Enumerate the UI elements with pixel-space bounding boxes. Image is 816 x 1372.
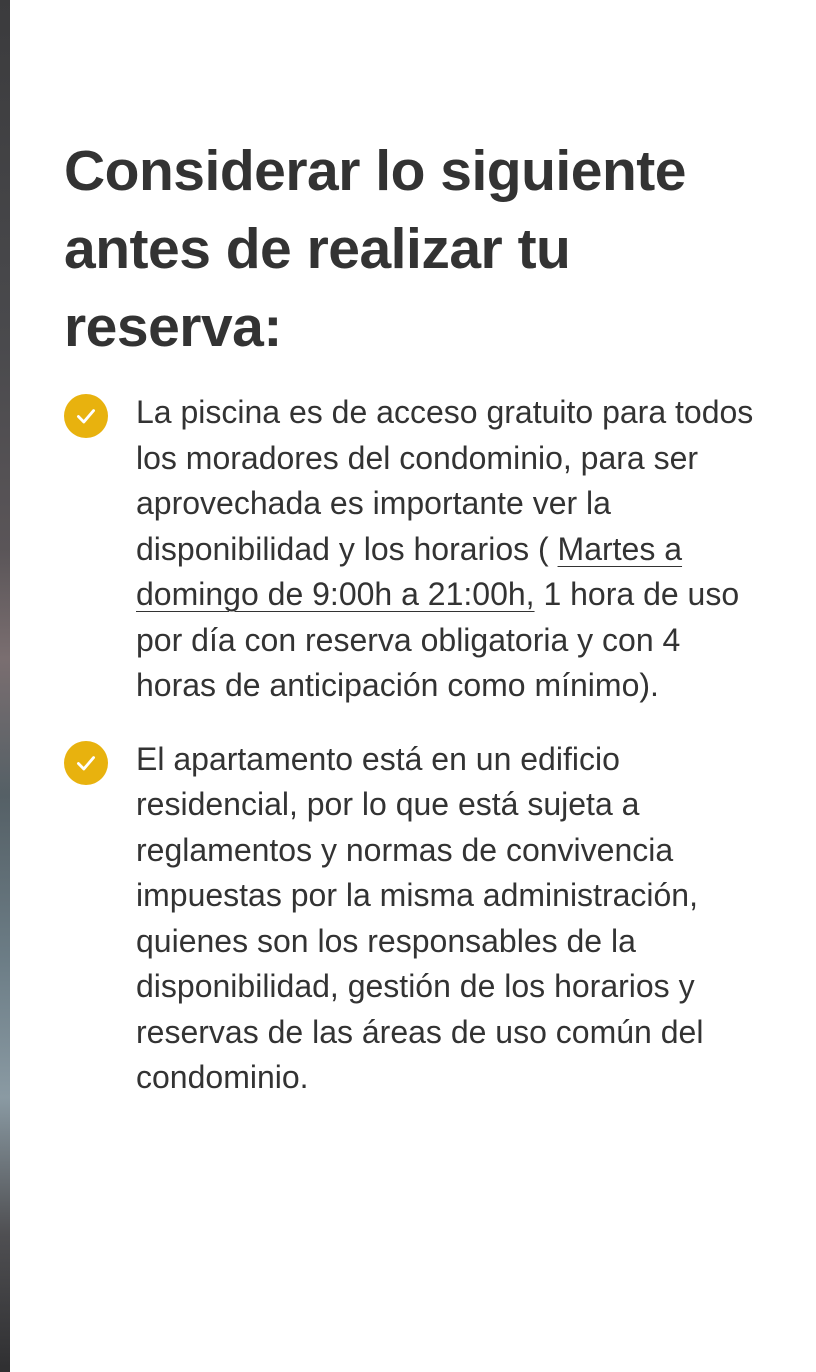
item-text: [136, 390, 766, 709]
item-text-before: La piscina es de acceso gratuito para todos los moradores del condominio, para ser aprovechada es importante ver la disponibilidad y los horarios (: [136, 394, 754, 567]
check-circle-icon: [64, 394, 108, 438]
list-item: [64, 394, 776, 709]
left-screen-edge: [0, 0, 10, 1372]
reservation-notice: [64, 132, 776, 1133]
page-title: Considerar lo siguiente antes de realizar tu reserva:: [64, 139, 686, 359]
item-text: El apartamento está en un edificio residencial, por lo que está sujeta a reglamentos y normas de convivencia impuestas por la misma administración, quienes son los responsables de la disponibilidad, gestión de los horarios y reservas de las áreas de uso común del condominio.: [136, 740, 704, 1095]
schedule-text: Martes a domingo de 9:00h a 21:00h,: [136, 530, 683, 612]
item-text-after: 1 hora de uso por día con reserva obligatoria y con 4 horas de anticipación como mínimo).: [136, 576, 740, 703]
check-circle-icon: [64, 741, 108, 785]
list-item: [64, 741, 776, 1101]
considerations-list: [64, 394, 776, 1101]
